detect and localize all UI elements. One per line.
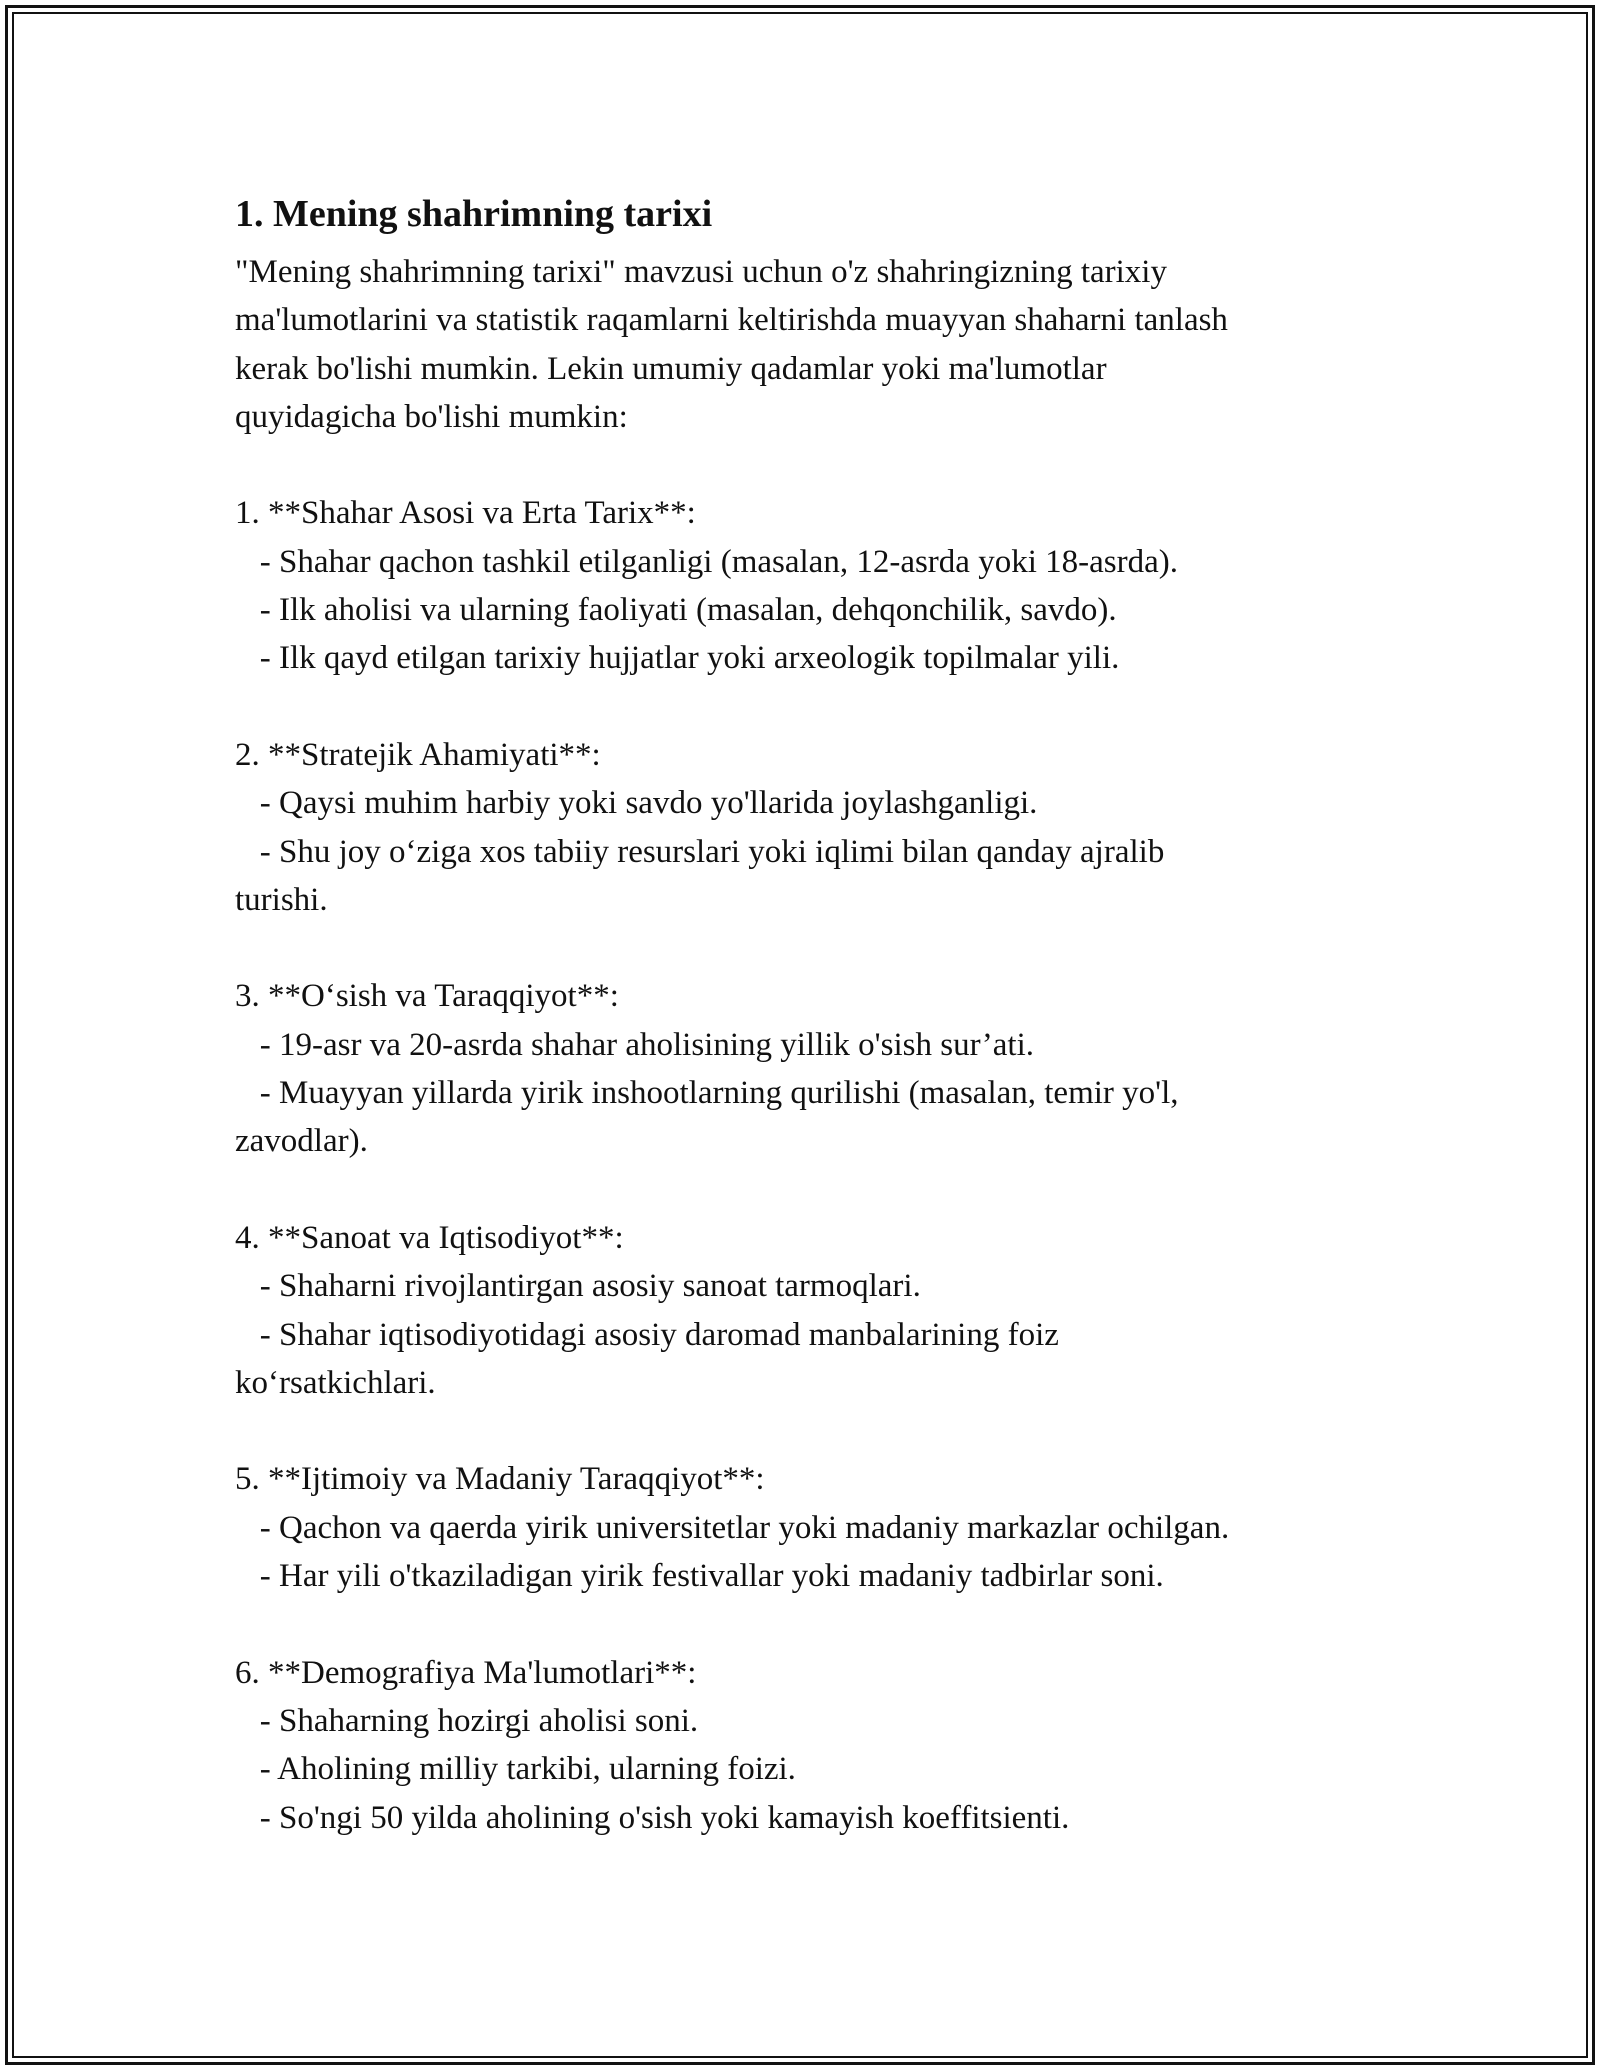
section-heading: 3. **O‘sish va Taraqqiyot**: (235, 978, 619, 1015)
section-3 (235, 972, 1365, 1165)
blank-line (235, 1600, 1365, 1648)
section-heading: 1. **Shahar Asosi va Erta Tarix**: (235, 495, 696, 532)
document-title: 1. Mening shahrimning tarixi (235, 193, 713, 235)
section-1 (235, 489, 1365, 682)
section-line: - Shu joy o‘ziga xos tabiiy resurslari yoki iqlimi bilan qanday ajralib (235, 833, 1165, 870)
section-line: - Aholining milliy tarkibi, ularning foizi. (235, 1751, 796, 1788)
section-4 (235, 1214, 1365, 1407)
intro-line: quyidagicha bo'lishi mumkin: (235, 398, 628, 435)
intro-line: kerak bo'lishi mumkin. Lekin umumiy qadamlar yoki ma'lumotlar (235, 350, 1107, 387)
section-2 (235, 731, 1365, 924)
section-line: - So'ngi 50 yilda aholining o'sish yoki kamayish koeffitsienti. (235, 1799, 1070, 1836)
section-line: - Shaharni rivojlantirgan asosiy sanoat tarmoqlari. (235, 1268, 921, 1305)
intro-line: "Mening shahrimning tarixi" mavzusi uchun o'z shahringizning tarixiy (235, 254, 1167, 290)
section-line: - 19-asr va 20-asrda shahar aholisining yillik o'sish sur’ati. (235, 1026, 1035, 1063)
section-line: turishi. (235, 881, 328, 918)
intro-paragraph (235, 248, 1365, 441)
section-line: - Shaharning hozirgi aholisi soni. (235, 1702, 699, 1739)
section-line: - Qaysi muhim harbiy yoki savdo yo'llarida joylashganligi. (235, 785, 1038, 822)
blank-line (235, 1407, 1365, 1455)
section-5 (235, 1455, 1365, 1600)
document-body (235, 186, 1365, 1842)
blank-line (235, 924, 1365, 972)
section-line: - Muayyan yillarda yirik inshootlarning qurilishi (masalan, temir yo'l, (235, 1075, 1179, 1112)
section-line: - Ilk aholisi va ularning faoliyati (masalan, dehqonchilik, savdo). (235, 592, 1117, 629)
section-line: - Shahar iqtisodiyotidagi asosiy daromad manbalarining foiz (235, 1316, 1059, 1353)
blank-line (235, 1166, 1365, 1214)
section-heading: 6. **Demografiya Ma'lumotlari**: (235, 1654, 697, 1691)
section-6 (235, 1649, 1365, 1842)
section-line: - Ilk qayd etilgan tarixiy hujjatlar yoki arxeologik topilmalar yili. (235, 640, 1120, 677)
section-line: zavodlar). (235, 1123, 368, 1160)
section-line: - Shahar qachon tashkil etilganligi (masalan, 12-asrda yoki 18-asrda). (235, 543, 1178, 580)
section-heading: 5. **Ijtimoiy va Madaniy Taraqqiyot**: (235, 1461, 765, 1498)
section-heading: 2. **Stratejik Ahamiyati**: (235, 736, 601, 773)
section-line: ko‘rsatkichlari. (235, 1364, 436, 1401)
intro-line: ma'lumotlarini va statistik raqamlarni keltirishda muayyan shaharni tanlash (235, 302, 1228, 339)
blank-line (235, 683, 1365, 731)
blank-line (235, 441, 1365, 489)
section-line: - Har yili o'tkaziladigan yirik festivallar yoki madaniy tadbirlar soni. (235, 1558, 1164, 1595)
section-heading: 4. **Sanoat va Iqtisodiyot**: (235, 1219, 624, 1256)
section-line: - Qachon va qaerda yirik universitetlar yoki madaniy markazlar ochilgan. (235, 1509, 1230, 1546)
